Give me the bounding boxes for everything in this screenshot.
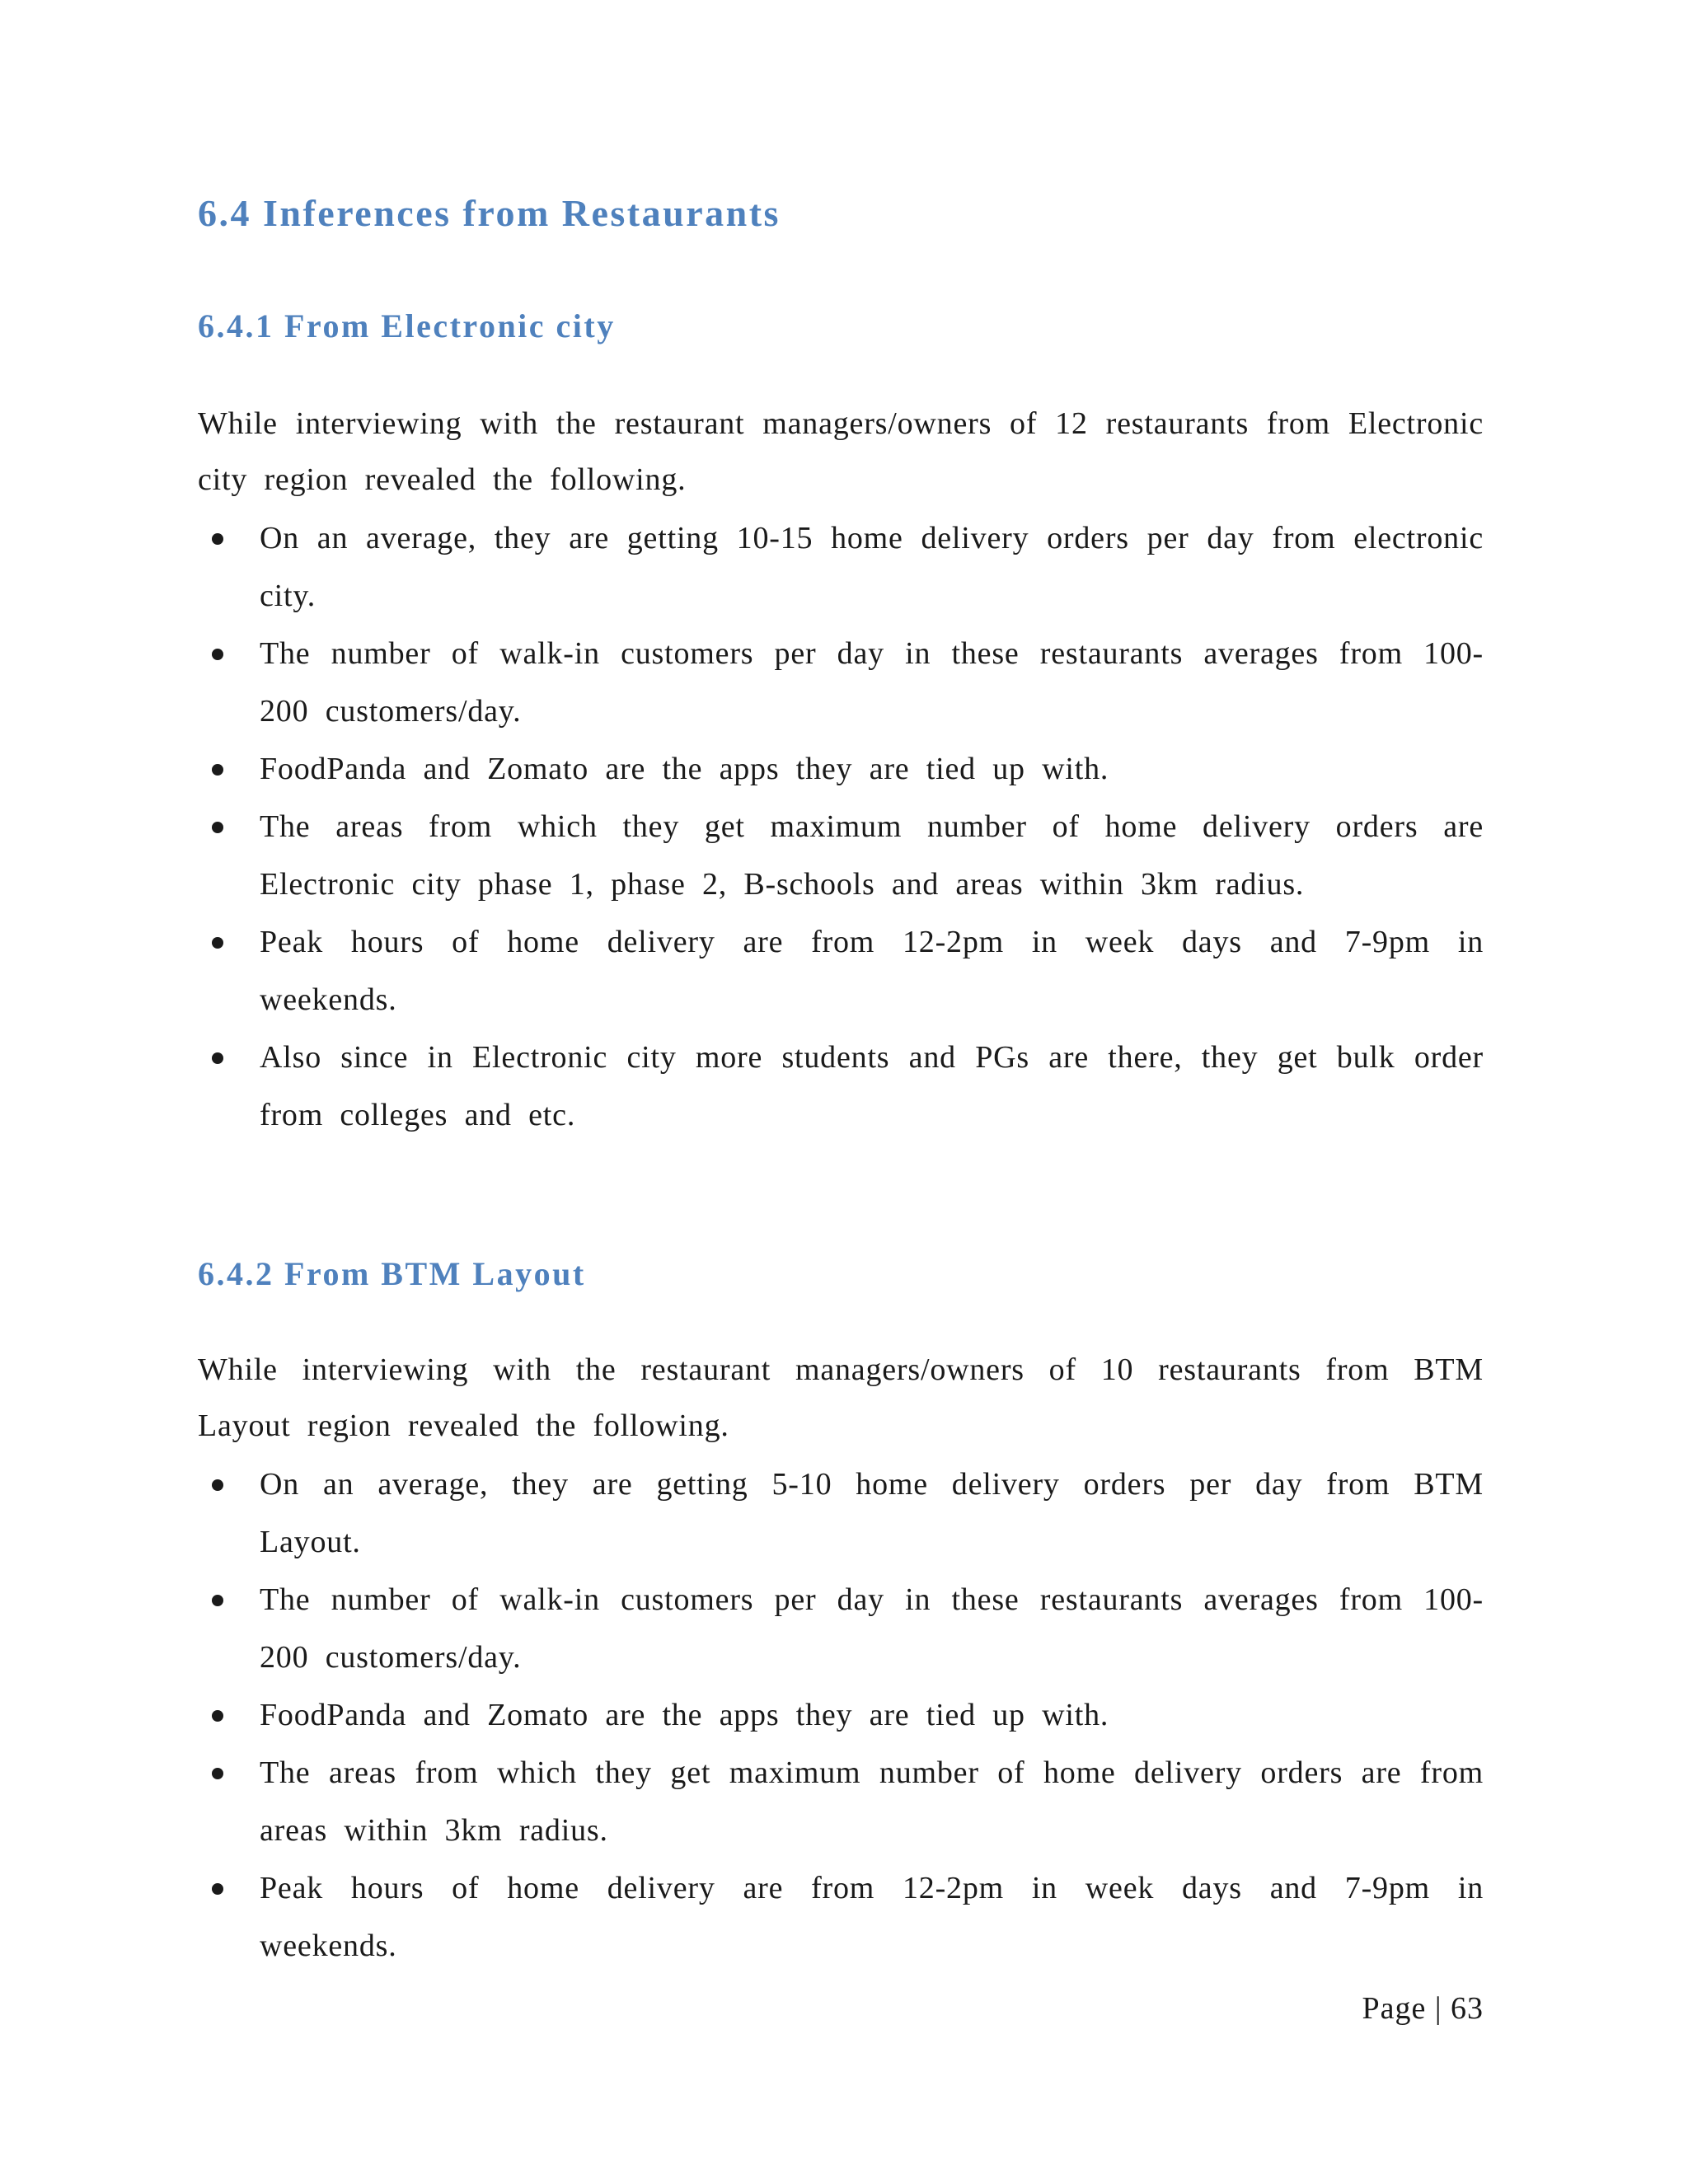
list-item-text: On an average, they are getting 10-15 home delivery orders per day from electronic city. bbox=[260, 521, 1484, 613]
bullet-list bbox=[198, 509, 1484, 1144]
subsection-heading-btm-layout: 6.4.2 From BTM Layout bbox=[198, 1255, 586, 1292]
bullet-icon bbox=[212, 1710, 223, 1722]
bullet-icon bbox=[212, 649, 223, 660]
list-item-text: The areas from which they get maximum number of home delivery orders are Electronic city phase 1, phase 2, B-schools and areas within 3km radius. bbox=[260, 809, 1484, 902]
bullet-icon bbox=[212, 533, 223, 545]
intro-paragraph: While interviewing with the restaurant managers/owners of 12 restaurants from Electronic city region revealed the following. bbox=[198, 406, 1484, 497]
list-item-text: Peak hours of home delivery are from 12-2pm in week days and 7-9pm in weekends. bbox=[260, 925, 1484, 1017]
bullet-icon bbox=[212, 822, 223, 833]
list-item bbox=[198, 913, 1484, 1029]
intro-paragraph: While interviewing with the restaurant managers/owners of 10 restaurants from BTM Layout region revealed the following. bbox=[198, 1352, 1484, 1443]
list-item-text: Peak hours of home delivery are from 12-2pm in week days and 7-9pm in weekends. bbox=[260, 1871, 1484, 1963]
bullet-icon bbox=[212, 1052, 223, 1064]
list-item-text: The number of walk-in customers per day in these restaurants averages from 100-200 customers/day. bbox=[260, 636, 1484, 729]
bullet-icon bbox=[212, 1768, 223, 1779]
list-item bbox=[198, 1571, 1484, 1686]
bullet-icon bbox=[212, 1479, 223, 1491]
bullet-icon bbox=[212, 1883, 223, 1895]
list-item-text: The number of walk-in customers per day in these restaurants averages from 100-200 customers/day. bbox=[260, 1582, 1484, 1675]
page-number: Page | 63 bbox=[1362, 1991, 1484, 2026]
bullet-icon bbox=[212, 1595, 223, 1606]
list-item-text: The areas from which they get maximum number of home delivery orders are from areas within 3km radius. bbox=[260, 1755, 1484, 1848]
list-item-text: Also since in Electronic city more students and PGs are there, they get bulk order from colleges and etc. bbox=[260, 1040, 1484, 1132]
bullet-list bbox=[198, 1455, 1484, 1975]
list-item-text: FoodPanda and Zomato are the apps they are tied up with. bbox=[260, 752, 1109, 786]
list-item-text: FoodPanda and Zomato are the apps they are tied up with. bbox=[260, 1698, 1109, 1732]
list-item bbox=[198, 1744, 1484, 1859]
section-heading: 6.4 Inferences from Restaurants bbox=[198, 192, 781, 234]
list-item bbox=[198, 1029, 1484, 1144]
list-item bbox=[198, 740, 1484, 798]
list-item bbox=[198, 798, 1484, 913]
list-item bbox=[198, 1686, 1484, 1744]
list-item bbox=[198, 509, 1484, 625]
subsection-heading-electronic-city: 6.4.1 From Electronic city bbox=[198, 307, 616, 344]
bullet-icon bbox=[212, 764, 223, 776]
list-item-text: On an average, they are getting 5-10 home delivery orders per day from BTM Layout. bbox=[260, 1467, 1484, 1559]
subsection-body-electronic-city bbox=[198, 396, 1484, 1144]
list-item bbox=[198, 625, 1484, 740]
subsection-body-btm-layout bbox=[198, 1342, 1484, 1975]
document-page bbox=[198, 0, 1484, 2184]
list-item bbox=[198, 1455, 1484, 1571]
bullet-icon bbox=[212, 937, 223, 949]
list-item bbox=[198, 1859, 1484, 1975]
